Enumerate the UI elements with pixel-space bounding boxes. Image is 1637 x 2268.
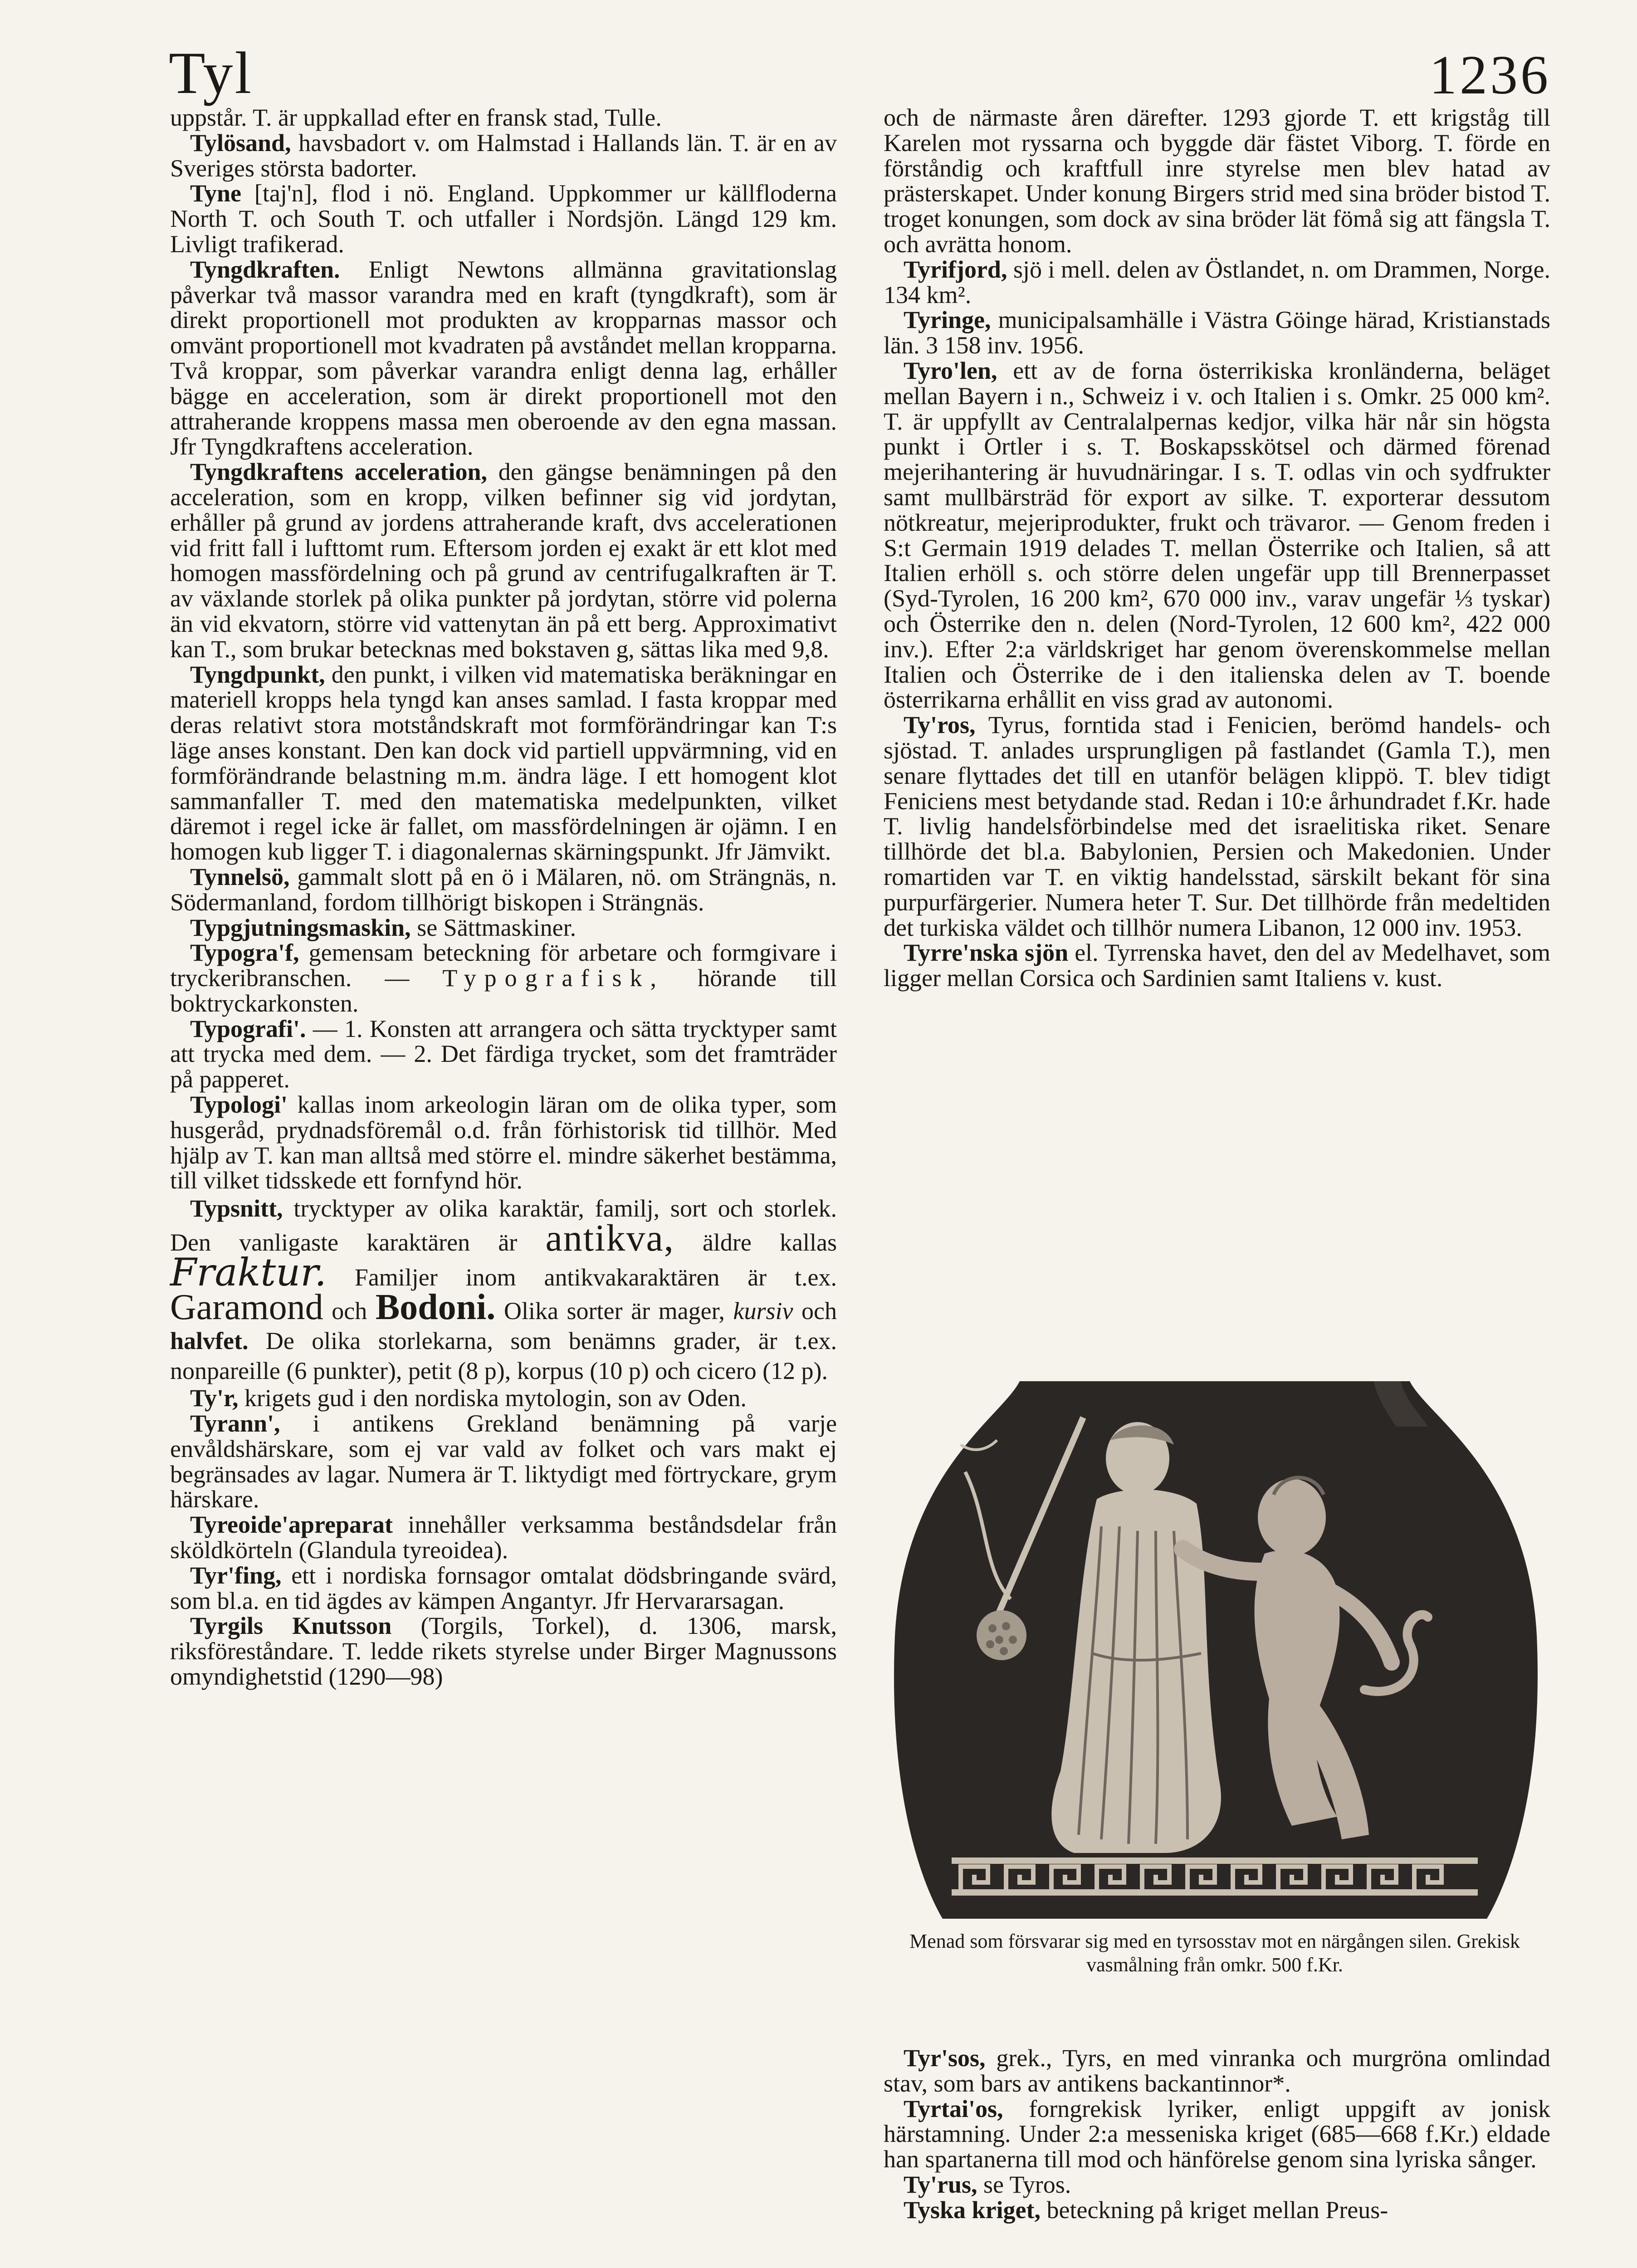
entry-tylosand: Tylösand, havsbadort v. om Halmstad i Hallands län. T. är en av Sveriges största badorter. [170,129,837,182]
entry-typograf: Typogra'f, gemensam beteckning för arbetare och formgivare i tryckeribranschen. — Typografisk, hörande till boktryckarkonsten. [170,939,837,1017]
entry-continuation: uppstår. T. är uppkallad efter en fransk stad, Tulle. [170,104,662,131]
sample-bodoni: Bodoni. [375,1287,496,1328]
entry-tyrsos: Tyr'sos, grek., Tyrs, en med vinranka och murgröna omlindad stav, som bars av antikens backantinnor*. [884,2044,1551,2097]
sample-halvfet: halvfet. [170,1327,249,1355]
entry-tyrtaios: Tyrtai'os, forngrekisk lyriker, enligt uppgift av jonisk härstamning. Under 2:a messeniska kriget (685—668 f.Kr.) eldade han spartanerna till mod och hänförelse genom sina lyriska sånger. [884,2095,1551,2173]
entry-typologi: Typologi' kallas inom arkeologin läran om de olika typer, som husgeråd, prydnadsföremål o.d. från förhistorisk tid tillhör. Med hjälp av T. kan man alltså med större el. mindre säkerhet bestämma, till vilket tidsskede ett fornfynd hör. [170,1091,837,1194]
entry-tyska-kriget: Tyska kriget, beteckning på kriget mellan Preus- [904,2196,1388,2224]
entry-tyne: Tyne [taj'n], flod i nö. England. Uppkommer ur källfloderna North T. och South T. och utfaller i Nordsjön. Längd 129 km. Livligt trafikerad. [170,180,837,258]
entry-tyrus: Ty'rus, se Tyros. [904,2170,1071,2198]
page-header [0,0,1637,109]
entry-tyreoideapreparat: Tyreoide'apreparat innehåller verksamma beståndsdelar från sköldkörteln (Glandula tyreoidea). [170,1511,837,1564]
sample-fraktur: Fraktur. [170,1250,327,1295]
vase-painting-figure [884,1381,1547,1919]
left-column [170,105,837,1690]
figure-caption: Menad som försvarar sig med en tyrsosstav mot en närgången silen. Grekisk vasmålning från omkr. 500 f.Kr. [909,1930,1520,1976]
entry-tyrifjord: Tyrifjord, sjö i mell. delen av Östlandet, n. om Drammen, Norge. 134 km². [884,255,1550,308]
sample-garamond: Garamond [170,1287,323,1328]
right-column [884,105,1550,991]
entry-tyros: Ty'ros, Tyrus, forntida stad i Fenicien, berömd handels- och sjöstad. T. anlades ursprungligen på fastlandet (Gamla T.), men senare flyttades det till en utanför belägen klippö. T. blev tidigt Feniciens mest betydande stad. Redan i 10:e århundradet f.Kr. hade T. livlig handelsförbindelse med det israelitiska riket. Senare tillhörde det bl.a. Babylonien, Persien och Makedonien. Under romartiden var T. en viktig handelsstad, särskilt bekant för sina purpurfärgerier. Numera heter T. Sur. Det tillhörde från medeltiden det turkiska väldet och tillhör numera Libanon, 12 000 inv. 1953. [884,711,1550,941]
running-head: Tyl [169,39,254,106]
entry-tyringe: Tyringe, municipalsamhälle i Västra Göinge härad, Kristianstads län. 3 158 inv. 1956. [884,306,1550,359]
right-column-lower [884,2046,1550,2223]
entry-tynnelso: Tynnelsö, gammalt slott på en ö i Mälaren, nö. om Strängnäs, n. Södermanland, fordom tillhörigt biskopen i Strängnäs. [170,863,837,916]
vase-painting-image [884,1381,1547,1919]
entry-tyrolen: Tyro'len, ett av de forna österrikiska kronländerna, beläget mellan Bayern i n., Schweiz i v. och Italien i s. Omkr. 25 000 km². T. är uppfyllt av Centralalpernas kedjor, vilka här når sin högsta punkt i Ortler i s. T. Boskapsskötsel och därmed förenad mejerihantering är huvudnäringar. I s. T. odlas vin och sydfrukter samt mullbärsträd för export av silke. T. exporterar dessutom nötkreatur, mejeriprodukter, frukt och trävaror. — Genom freden i S:t Germain 1919 delades T. mellan Österrike och Italien, så att Italien erhöll s. och större delen ungefär upp till Brennerpasset (Syd-Tyrolen, 16 200 km², 670 000 inv., varav ungefär ⅓ tyskar) och Österrike den n. delen (Nord-Tyrolen, 12 600 km², 422 000 inv.). Efter 2:a världskriget har genom överenskommelse mellan Italien och Österrike de i den italienska delen av T. boende österrikarna erhållit en viss grad av autonomi. [884,357,1551,714]
entry-tyrann: Tyrann', i antikens Grekland benämning på varje envåldshärskare, som ej var vald av folket och vars makt ej begränsades av lagar. Numera är T. liktydigt med förtryckare, grym härskare. [170,1410,837,1513]
entry-tyngdkraften: Tyngdkraften. Enligt Newtons allmänna gravitationslag påverkar två massor varandra med en kraft (tyngdkraft), som är direkt proportionell mot produkten av kropparnas massor och omvänt proportionell mot kvadraten på avståndet mellan kropparna. Två kroppar, som påverkar varandra enligt denna lag, erhåller bägge en acceleration, som är direkt proportionell mot den attraherande kroppens massa men oberoende av den egna massan. Jfr Tyngdkraftens acceleration. [170,255,837,460]
sample-antikva: antikva, [545,1217,674,1260]
entry-tyrgils-knutsson: Tyrgils Knutsson (Torgils, Torkel), d. 1306, marsk, riksföreståndare. T. ledde rikets styrelse under Birger Magnussons omyndighetstid (1290—98) [170,1612,837,1691]
entry-tyrfing: Tyr'fing, ett i nordiska fornsagor omtalat dödsbringande svärd, som bl.a. en tid ägdes av kämpen Angantyr. Jfr Hervararsagan. [170,1561,837,1614]
spaced-term: Typografisk, [442,964,665,992]
entry-typsnitt: Typsnitt, trycktyper av olika karaktär, familj, sort och storlek. Den vanligaste karaktären är antikva, äldre kallas Fraktur. Familjer inom antikvakaraktären är t.ex. Garamond och Bodoni. Olika sorter är mager, kursiv och halvfet. De olika storlekarna, som benämns grader, är t.ex. nonpareille (6 punkter), petit (8 p), korpus (10 p) och cicero (12 p). [170,1195,837,1385]
entry-tyngdpunkt: Tyngdpunkt, den punkt, i vilken vid matematiska beräkningar en materiell kropps hela tyngd kan anses samlad. I fasta kroppar med deras relativt stora motståndskraft mot formförändringar kan T:s läge anses konstant. Den kan dock vid partiell uppvärmning, vid en formförändrande belastning m.m. ändra läge. I ett homogent klot sammanfaller T. med den matematiska medelpunkten, vilket däremot i regel icke är fallet, om massfördelningen är ojämn. I en homogen kub ligger T. i diagonalernas skärningspunkt. Jfr Jämvikt. [170,660,837,865]
entry-tyr: Ty'r, krigets gud i den nordiska mytologin, son av Oden. [190,1384,747,1412]
entry-typografi: Typografi'. — 1. Konsten att arrangera och sätta trycktyper samt att trycka med dem. — 2. Det färdiga trycket, som det framträder på papperet. [170,1015,837,1093]
entry-tyrrenska-sjon: Tyrre'nska sjön el. Tyrrenska havet, den del av Medelhavet, som ligger mellan Corsica och Sardinien samt Italiens v. kust. [884,939,1550,992]
entry-typgjutningsmaskin: Typgjutningsmaskin, se Sättmaskiner. [190,914,577,941]
page-number: 1236 [1429,44,1551,106]
entry-continuation-tyrgils: och de närmaste åren därefter. 1293 gjorde T. ett krigståg till Karelen mot ryssarna och byggde där fästet Viborg. T. förde en förståndig och kraftfull inre styrelse men blev hatad av prästerskapet. Under konung Birgers strid med sina bröder bistod T. troget konungen, som dock av sina bröder lät fömå sig att fängsla T. och avrätta honom. [884,104,1550,258]
entry-tyngdkraftens-acceleration: Tyngdkraftens acceleration, den gängse benämningen på den acceleration, som en kropp, vilken befinner sig vid jordytan, erhåller på grund av jordens attraherande kraft, dvs accelerationen vid fritt fall i lufttomt rum. Eftersom jorden ej exakt är ett klot med homogen massfördelning och på grund av centrifugalkraften är T. av växlande storlek på olika punkter på jordytan, större vid polerna än vid ekvatorn, större vid vattenytan än på ett berg. Approximativt kan T., som brukar betecknas med bokstaven g, sättas lika med 9,8. [170,458,837,663]
sample-kursiv: kursiv [733,1297,793,1325]
